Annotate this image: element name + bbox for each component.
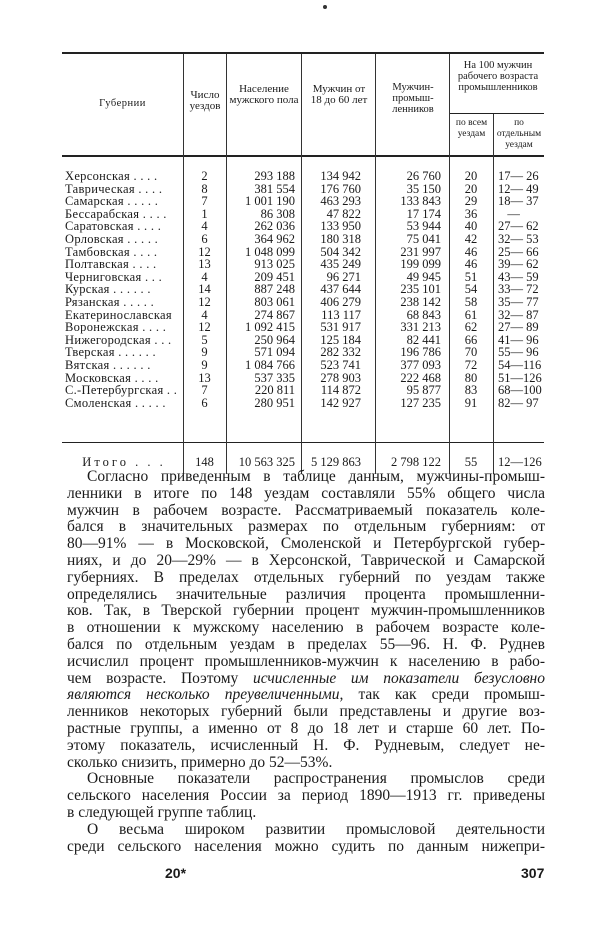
- men-18-60: 435 249: [320, 257, 361, 272]
- per100-all: 46: [464, 244, 478, 259]
- district-count: 12: [198, 320, 211, 335]
- table-row: [62, 170, 544, 183]
- per100-range: 41— 96: [498, 332, 539, 347]
- men-tradesmen: 82 441: [406, 332, 441, 347]
- header-districts: Число уездов: [189, 89, 221, 112]
- per100-range: 82— 97: [498, 395, 539, 410]
- header-province: Губернии: [99, 98, 146, 109]
- text-line: этому показатель, исчисленный Н. Ф. Рудневым, следует не-: [67, 736, 545, 754]
- male-population: 280 951: [254, 395, 295, 410]
- men-18-60: 47 822: [326, 206, 361, 221]
- men-tradesmen: 53 944: [406, 219, 441, 234]
- province-name: Екатеринославская: [65, 307, 172, 322]
- per100-all: 20: [464, 169, 478, 183]
- table-row: [62, 397, 544, 410]
- male-population: 1 001 190: [245, 194, 295, 209]
- table-row: [62, 233, 544, 246]
- district-count: 4: [201, 307, 208, 322]
- per100-all: 42: [464, 231, 478, 246]
- men-tradesmen: 238 142: [400, 294, 441, 309]
- district-count: 7: [201, 194, 208, 209]
- men-tradesmen: 26 760: [406, 169, 441, 183]
- per100-range: 32— 53: [498, 231, 539, 246]
- table-row: [62, 195, 544, 208]
- per100-all: 54: [464, 282, 478, 297]
- men-18-60: 142 927: [320, 395, 361, 410]
- text-line: определялись значительные различия процента промышленни-: [67, 585, 545, 603]
- per100-all: 80: [464, 370, 478, 385]
- per100-all: 91: [464, 395, 478, 410]
- per100-all: 20: [464, 181, 478, 196]
- body-text: [67, 469, 545, 855]
- male-population: 364 962: [254, 231, 295, 246]
- table-row: [62, 296, 544, 309]
- text-normal: чем возрасте. Поэтому: [67, 669, 239, 687]
- men-18-60: 125 184: [320, 332, 361, 347]
- table-body: [62, 170, 544, 409]
- per100-range: 68—100: [498, 383, 542, 398]
- male-population: 1 092 415: [245, 320, 295, 335]
- province-name: Бессарабская . . . .: [65, 206, 167, 221]
- men-tradesmen: 235 101: [400, 282, 441, 297]
- province-name: Орловская . . . . .: [65, 231, 159, 246]
- header-all-districts: по всем уездам: [455, 118, 488, 139]
- province-name: Нижегородская . . .: [65, 332, 172, 347]
- province-name: Самарская . . . . .: [65, 194, 159, 209]
- text-line: бался по отдельным уездам в пределах 55—96. Н. Ф. Руднев: [67, 635, 545, 653]
- men-tradesmen: 231 997: [400, 244, 441, 259]
- male-population: 571 094: [254, 345, 295, 360]
- men-tradesmen: 95 877: [406, 383, 441, 398]
- district-count: 6: [201, 395, 208, 410]
- text-normal: так как среди промыш-: [358, 686, 545, 704]
- per100-range: 54—116: [498, 357, 542, 372]
- per100-all: 58: [464, 294, 478, 309]
- table-row: [62, 359, 544, 372]
- district-count: 9: [201, 357, 208, 372]
- male-population: 220 811: [254, 383, 295, 398]
- per100-range: 32— 87: [498, 307, 539, 322]
- men-18-60: 282 332: [320, 345, 361, 360]
- total-separate-districts: 12—126: [498, 455, 542, 469]
- per100-all: 61: [464, 307, 478, 322]
- text-line: Основные показатели распространения промыслов среди: [87, 770, 545, 788]
- male-population: 293 188: [254, 169, 295, 183]
- men-tradesmen: 196 786: [400, 345, 441, 360]
- province-name: Херсонская . . . .: [65, 169, 158, 183]
- men-18-60: 134 942: [320, 169, 361, 183]
- total-men-tradesmen: 2 798 122: [391, 455, 441, 469]
- text-line: ков. Так, в Тверской губернии процент мужчин-промышленников: [67, 602, 545, 620]
- district-count: 12: [198, 294, 211, 309]
- total-rule: [62, 442, 544, 443]
- province-name: Курская . . . . . .: [65, 282, 151, 297]
- male-population: 86 308: [260, 206, 295, 221]
- text-line: [67, 687, 545, 704]
- men-tradesmen: 35 150: [406, 181, 441, 196]
- province-name: Черниговская . . .: [65, 269, 163, 284]
- men-18-60: 406 279: [320, 294, 361, 309]
- male-population: 209 451: [254, 269, 295, 284]
- text-line: исчислил процент промышленников-мужчин к населению в рабо-: [67, 652, 545, 670]
- district-count: 2: [201, 169, 208, 183]
- per100-range: 43— 59: [498, 269, 539, 284]
- province-name: Смоленская . . . . .: [65, 395, 166, 410]
- men-18-60: 176 760: [320, 181, 361, 196]
- total-men-18-60: 5 129 863: [311, 455, 361, 469]
- per100-range: —: [498, 206, 520, 221]
- per100-range: 33— 72: [498, 282, 539, 297]
- text-line: ленников некоторых губерний были представлены и другие воз-: [67, 703, 545, 721]
- per100-range: 25— 66: [498, 244, 539, 259]
- men-tradesmen: 68 843: [406, 307, 441, 322]
- total-label: Итого . . .: [82, 455, 166, 469]
- table-row: [62, 321, 544, 334]
- male-population: 250 964: [254, 332, 295, 347]
- per100-all: 40: [464, 219, 478, 234]
- male-population: 537 335: [254, 370, 295, 385]
- text-line: сколько снизить, примерно до 52—53%.: [67, 753, 333, 771]
- text-line: растные группы, а именно от 8 до 18 лет и старше 60 лет. По-: [67, 719, 545, 737]
- men-18-60: 531 917: [320, 320, 361, 335]
- per100-all: 66: [464, 332, 478, 347]
- per100-all: 62: [464, 320, 478, 335]
- subheader-rule: [449, 113, 544, 114]
- province-name: Московская . . . .: [65, 370, 159, 385]
- total-row: [62, 456, 544, 469]
- header-men-18-60: Мужчин от 18 до 60 лет: [310, 83, 368, 106]
- men-tradesmen: 75 041: [406, 231, 441, 246]
- text-line: [67, 671, 545, 688]
- header-men-tradesmen: Мужчин-промыш-ленников: [392, 82, 434, 115]
- men-18-60: 437 644: [320, 282, 361, 297]
- header-separate-districts: по отдельным уездам: [496, 118, 542, 150]
- table-top-rule: [62, 52, 544, 54]
- male-population: 1 048 099: [245, 244, 295, 259]
- province-name: Саратовская . . . .: [65, 219, 162, 234]
- province-name: Полтавская . . . .: [65, 257, 157, 272]
- table-row: [62, 384, 544, 397]
- men-tradesmen: 377 093: [400, 357, 441, 372]
- men-18-60: 113 117: [321, 307, 361, 322]
- text-line: бался в значительных размерах по отдельным губерниям: от: [67, 518, 545, 536]
- men-tradesmen: 199 099: [400, 257, 441, 272]
- text-line: в следующей группе таблиц.: [67, 803, 257, 821]
- text-line: ленники в итоге по 148 уездам составляли 55% общего числа: [67, 484, 545, 502]
- per100-all: 36: [464, 206, 478, 221]
- text-italic: являются несколько преувеличенными,: [67, 686, 344, 704]
- men-18-60: 278 903: [320, 370, 361, 385]
- male-population: 913 025: [254, 257, 295, 272]
- per100-range: 39— 62: [498, 257, 539, 272]
- print-speck: [323, 5, 327, 9]
- men-tradesmen: 331 213: [400, 320, 441, 335]
- men-tradesmen: 222 468: [400, 370, 441, 385]
- total-all-districts: 55: [464, 455, 478, 469]
- page-number: 307: [521, 865, 545, 881]
- men-tradesmen: 133 843: [400, 194, 441, 209]
- per100-all: 83: [464, 383, 478, 398]
- male-population: 274 867: [254, 307, 295, 322]
- text-line: О весьма широком развитии промысловой деятельности: [87, 820, 545, 838]
- text-line: сельского населения России за период 1890—1913 гг. приведены: [67, 787, 545, 805]
- district-count: 8: [201, 181, 208, 196]
- men-18-60: 463 293: [320, 194, 361, 209]
- men-18-60: 114 872: [320, 383, 361, 398]
- province-name: Воронежская . . . .: [65, 320, 167, 335]
- per100-range: 51—126: [498, 370, 542, 385]
- men-tradesmen: 17 174: [406, 206, 441, 221]
- district-count: 1: [201, 206, 208, 221]
- district-count: 13: [198, 257, 211, 272]
- men-tradesmen: 49 945: [406, 269, 441, 284]
- text-line: 80—91% — в Московской, Смоленской и Петербургской губер-: [67, 535, 545, 553]
- per100-all: 70: [464, 345, 478, 360]
- per100-range: 35— 77: [498, 294, 539, 309]
- men-18-60: 96 271: [326, 269, 361, 284]
- district-count: 4: [201, 219, 208, 234]
- province-name: Таврическая . . . .: [65, 181, 163, 196]
- province-name: Тамбовская . . . .: [65, 244, 158, 259]
- men-18-60: 133 950: [320, 219, 361, 234]
- district-count: 6: [201, 231, 208, 246]
- male-population: 887 248: [254, 282, 295, 297]
- per100-all: 46: [464, 257, 478, 272]
- men-18-60: 504 342: [320, 244, 361, 259]
- per100-all: 29: [464, 194, 478, 209]
- per100-range: 12— 49: [498, 181, 539, 196]
- men-tradesmen: 127 235: [400, 395, 441, 410]
- text-line: Согласно приведенным в таблице данным, мужчины-промыш-: [87, 468, 545, 485]
- header-bottom-rule: [62, 155, 544, 157]
- per100-range: 55— 96: [498, 345, 539, 360]
- per100-all: 72: [464, 357, 478, 372]
- signature-mark: 20*: [165, 865, 187, 881]
- district-count: 12: [198, 244, 211, 259]
- male-population: 1 084 766: [245, 357, 295, 372]
- province-name: Тверская . . . . . .: [65, 345, 156, 360]
- table-row: [62, 258, 544, 271]
- district-count: 5: [201, 332, 208, 347]
- header-male-population: Население мужского пола: [229, 83, 299, 106]
- male-population: 803 061: [254, 294, 295, 309]
- men-18-60: 180 318: [320, 231, 361, 246]
- per100-range: 27— 62: [498, 219, 539, 234]
- text-line: среди сельского населения можно судить по данным нижепри-: [67, 837, 545, 855]
- per100-range: 27— 89: [498, 320, 539, 335]
- total-districts: 148: [195, 455, 214, 469]
- text-line: ниях, и до 20—29% — в Херсонской, Таврической и Самарской: [67, 551, 545, 569]
- men-18-60: 523 741: [320, 357, 361, 372]
- district-count: 4: [201, 269, 208, 284]
- header-per-100: На 100 мужчин рабочего возраста промышленников: [457, 60, 539, 93]
- text-line: мужчин в рабочем возрасте. Рассматриваемый показатель коле-: [67, 501, 545, 519]
- per100-all: 51: [464, 269, 478, 284]
- male-population: 262 036: [254, 219, 295, 234]
- province-name: Рязанская . . . . .: [65, 294, 155, 309]
- total-male-population: 10 563 325: [238, 455, 295, 469]
- per100-range: 18— 37: [498, 194, 539, 209]
- district-count: 7: [201, 383, 208, 398]
- province-name: Вятская . . . . . .: [65, 357, 151, 372]
- text-line: в отношении к мужскому населению в рабочем возрасте коле-: [67, 619, 545, 637]
- text-line: губерниях. В пределах отдельных губерний по уездам также: [67, 568, 545, 586]
- district-count: 13: [198, 370, 211, 385]
- district-count: 14: [198, 282, 211, 297]
- text-italic: исчисленные им показатели безусловно: [252, 669, 545, 687]
- district-count: 9: [201, 345, 208, 360]
- province-name: С.-Петербургская . .: [65, 383, 178, 398]
- male-population: 381 554: [254, 181, 295, 196]
- per100-range: 17— 26: [498, 169, 539, 183]
